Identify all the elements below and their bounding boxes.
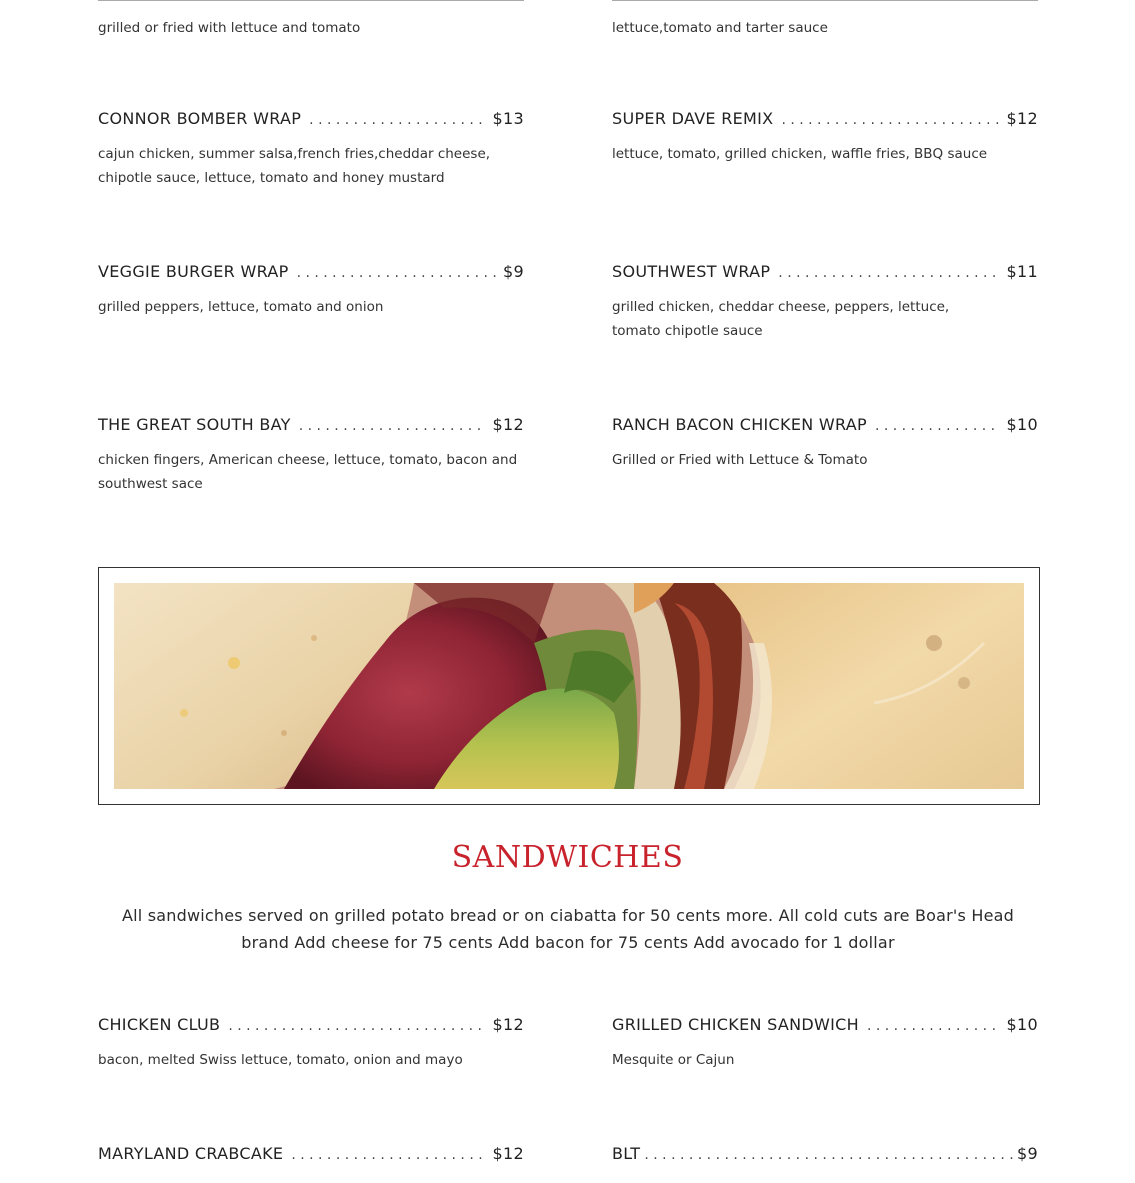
menu-item-price: $10 xyxy=(1006,1015,1038,1034)
menu-item-name: THE GREAT SOUTH BAY xyxy=(98,415,291,434)
sandwich-photo xyxy=(114,583,1024,789)
menu-item-name: BLT xyxy=(612,1144,641,1163)
menu-item-blt xyxy=(612,1144,1038,1163)
menu-item-name: VEGGIE BURGER WRAP xyxy=(98,262,289,281)
cut-off-text xyxy=(98,0,524,1)
menu-item-price: $12 xyxy=(492,1144,524,1163)
menu-item-description: lettuce,tomato and tarter sauce xyxy=(612,20,828,36)
menu-item-description: grilled or fried with lettuce and tomato xyxy=(98,20,361,36)
menu-item-price: $12 xyxy=(1006,109,1038,128)
menu-item-name: RANCH BACON CHICKEN WRAP xyxy=(612,415,867,434)
menu-item-price: $12 xyxy=(492,1015,524,1034)
dot-leader xyxy=(778,265,998,281)
menu-item-description: bacon, melted Swiss lettuce, tomato, onion and mayo xyxy=(98,1052,463,1068)
menu-item-name: MARYLAND CRABCAKE xyxy=(98,1144,284,1163)
menu-item-name: SOUTHWEST WRAP xyxy=(612,262,771,281)
section-note: All sandwiches served on grilled potato bread or on ciabatta for 50 cents more. All cold cuts are Boar's Head brand Add cheese for 75 cents Add bacon for 75 cents Add avocado for 1 dollar xyxy=(122,906,1014,952)
menu-item-chicken-club xyxy=(98,1015,524,1072)
menu-item-grilled-chicken-sandwich xyxy=(612,1015,1038,1072)
menu-item-price: $13 xyxy=(492,109,524,128)
dot-leader xyxy=(309,112,484,128)
menu-item-price: $12 xyxy=(492,415,524,434)
dot-leader xyxy=(297,265,501,281)
dot-leader xyxy=(228,1018,484,1034)
section-title-sandwiches: SANDWICHES xyxy=(451,840,684,875)
dot-leader xyxy=(781,112,998,128)
menu-item-description: chicken fingers, American cheese, lettuce, tomato, bacon and southwest sace xyxy=(98,452,518,492)
menu-item-price: $9 xyxy=(503,262,524,281)
menu-item-description: cajun chicken, summer salsa,french fries,cheddar cheese, chipotle sauce, lettuce, tomato and honey mustard xyxy=(98,146,491,186)
dot-leader xyxy=(299,418,485,434)
menu-item-price: $9 xyxy=(1017,1144,1038,1163)
dot-leader xyxy=(644,1147,1013,1163)
dot-leader xyxy=(291,1147,484,1163)
menu-item-name: GRILLED CHICKEN SANDWICH xyxy=(612,1015,859,1034)
menu-item-name: CONNOR BOMBER WRAP xyxy=(98,109,302,128)
menu-item-super-dave-remix xyxy=(612,109,1038,166)
sandwich-photo-frame xyxy=(98,567,1040,805)
cut-off-item-row-left xyxy=(98,0,524,2)
menu-item-description: Mesquite or Cajun xyxy=(612,1052,735,1068)
menu-item-description: grilled chicken, cheddar cheese, peppers, lettuce, tomato chipotle sauce xyxy=(612,299,950,339)
menu-item-ranch-bacon-chicken-wrap xyxy=(612,415,1038,472)
cut-off-item-row-right xyxy=(612,0,1038,2)
dot-leader xyxy=(875,418,999,434)
menu-item-description: lettuce, tomato, grilled chicken, waffle fries, BBQ sauce xyxy=(612,146,988,162)
cut-off-text xyxy=(612,0,1038,1)
dot-leader xyxy=(867,1018,999,1034)
menu-item-description: Grilled or Fried with Lettuce & Tomato xyxy=(612,452,868,468)
menu-item-name: CHICKEN CLUB xyxy=(98,1015,221,1034)
menu-item-maryland-crabcake xyxy=(98,1144,524,1163)
menu-item-southwest-wrap xyxy=(612,262,1038,343)
menu-item-price: $10 xyxy=(1006,415,1038,434)
menu-item-price: $11 xyxy=(1006,262,1038,281)
menu-item-name: SUPER DAVE REMIX xyxy=(612,109,774,128)
menu-item-description: grilled peppers, lettuce, tomato and onion xyxy=(98,299,384,315)
menu-item-connor-bomber-wrap xyxy=(98,109,524,190)
menu-item-the-great-south-bay xyxy=(98,415,524,496)
menu-item-veggie-burger-wrap xyxy=(98,262,524,319)
